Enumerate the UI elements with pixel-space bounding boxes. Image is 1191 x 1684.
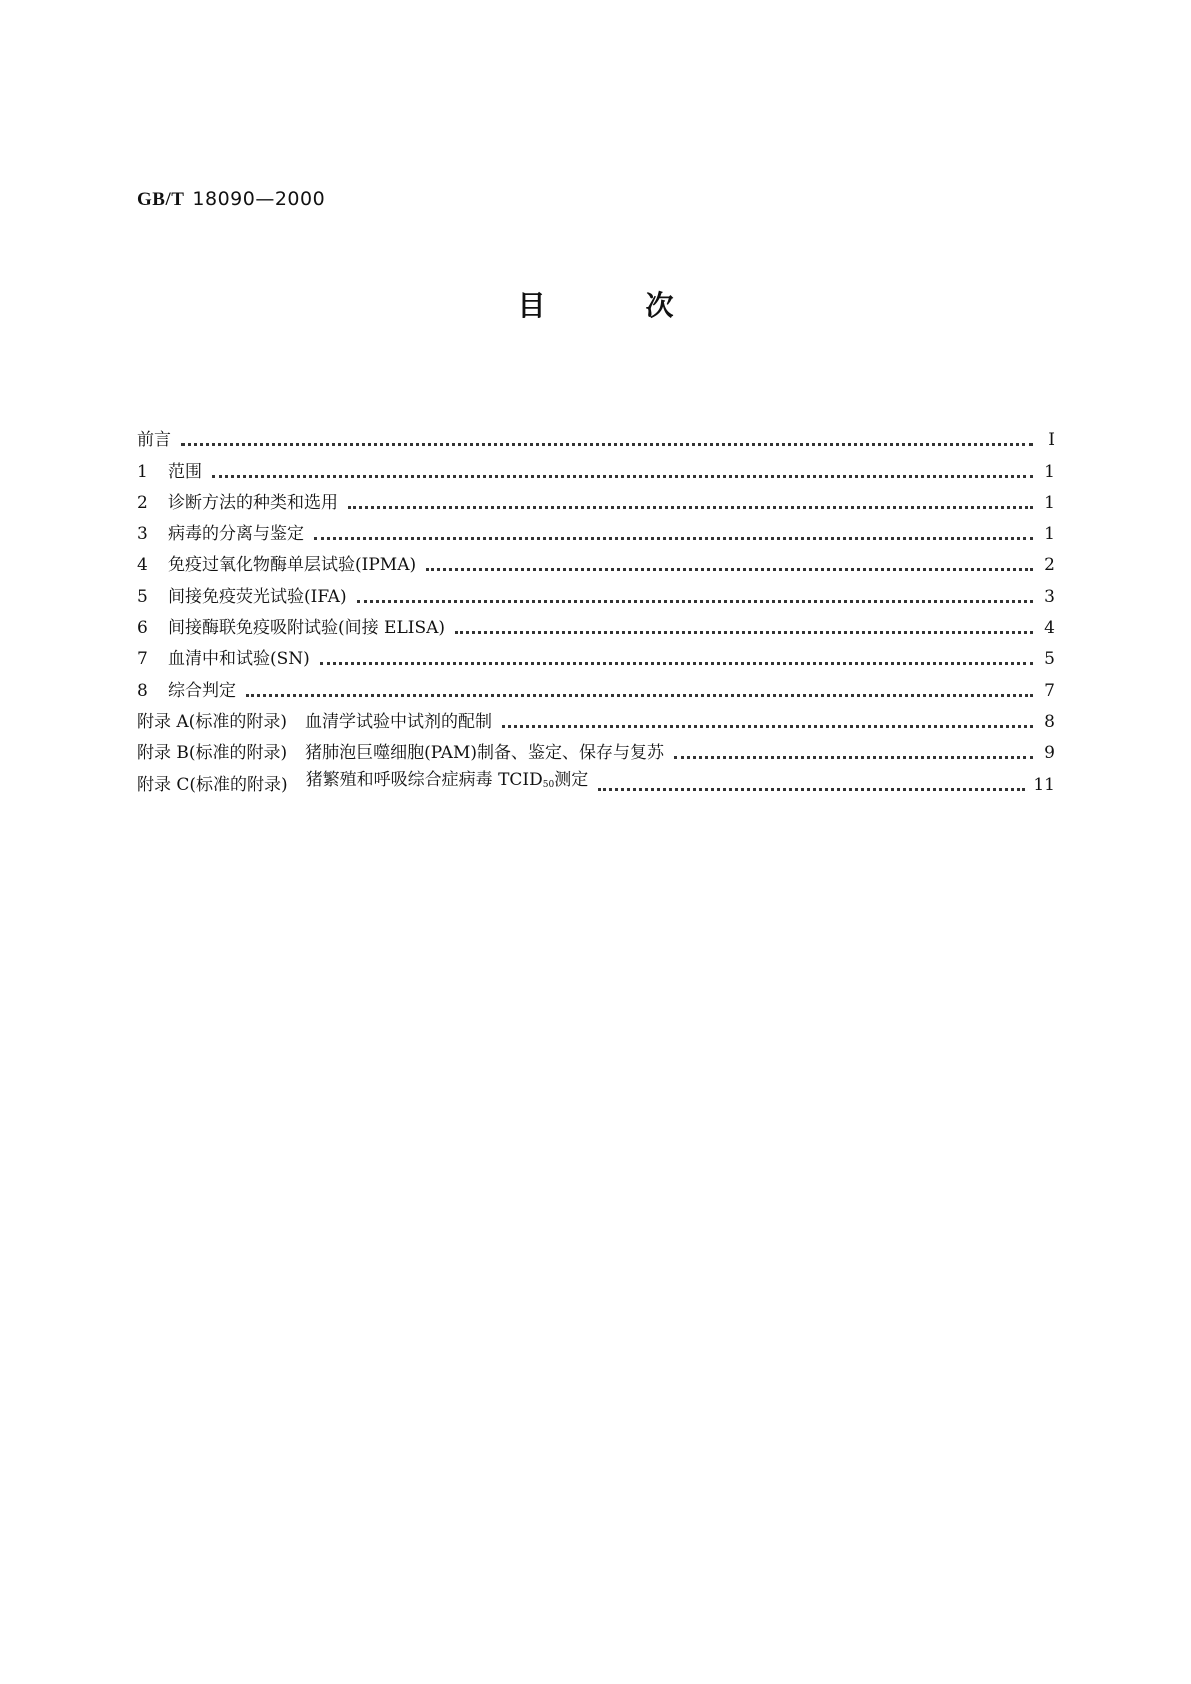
- toc-entry-label: [306, 769, 589, 796]
- standard-code: GB/T: [137, 189, 185, 210]
- dot-leader: [320, 662, 1033, 665]
- toc-entry-page: 8: [1044, 711, 1055, 732]
- toc-entry-page: 5: [1044, 649, 1055, 670]
- toc-entry-page: 1: [1044, 524, 1055, 545]
- toc-entry-page: 1: [1044, 461, 1055, 482]
- toc-entry-2[interactable]: [137, 483, 1055, 514]
- toc-entry-label: 血清学试验中试剂的配制: [304, 711, 492, 732]
- dot-leader: [455, 631, 1033, 634]
- dot-leader: [212, 475, 1033, 478]
- toc-entry-page: 1: [1044, 492, 1055, 513]
- standard-year-number: 18090—2000: [192, 188, 326, 210]
- toc-entry-label: 血清中和试验(SN): [168, 649, 310, 670]
- toc-label-subscript: 50: [542, 779, 555, 790]
- dot-leader: [246, 694, 1033, 697]
- toc-entry-number: 4: [137, 555, 148, 576]
- toc-label-text-end: 测定: [554, 769, 589, 790]
- toc-entry-page: 2: [1044, 555, 1055, 576]
- toc-appendix-prefix: 附录 C(标准的附录): [137, 774, 288, 795]
- dot-leader: [314, 537, 1033, 540]
- toc-appendix-prefix: 附录 A(标准的附录): [137, 711, 287, 732]
- toc-title: [0, 284, 1191, 324]
- dot-leader: [348, 506, 1033, 509]
- toc-entry-5[interactable]: [137, 576, 1055, 607]
- toc-entry-label: 病毒的分离与鉴定: [168, 524, 304, 545]
- toc-entry-label: 间接免疫荧光试验(IFA): [168, 586, 347, 607]
- toc-entry-3[interactable]: [137, 514, 1055, 545]
- toc-entry-page: 7: [1044, 680, 1055, 701]
- toc-entry-number: 3: [137, 524, 148, 545]
- toc-entry-label: 间接酶联免疫吸附试验(间接 ELISA): [168, 618, 446, 639]
- toc-label-text: 猪繁殖和呼吸综合症病毒 TCID: [305, 769, 543, 790]
- table-of-contents: [137, 420, 1055, 796]
- toc-entry-label: 范围: [168, 461, 202, 482]
- dot-leader: [674, 756, 1033, 759]
- toc-entry-6[interactable]: [137, 608, 1055, 639]
- dot-leader: [598, 788, 1025, 791]
- toc-entry-label: 免疫过氧化物酶单层试验(IPMA): [168, 555, 417, 576]
- toc-entry-1[interactable]: [137, 451, 1055, 482]
- toc-entry-7[interactable]: [137, 639, 1055, 670]
- toc-entry-page: 11: [1033, 774, 1055, 795]
- toc-entry-8[interactable]: [137, 670, 1055, 701]
- toc-entry-4[interactable]: [137, 545, 1055, 576]
- toc-entry-page: 9: [1044, 743, 1055, 764]
- toc-entry-label: 诊断方法的种类和选用: [168, 492, 338, 513]
- toc-entry-label: 综合判定: [168, 680, 236, 701]
- dot-leader: [181, 443, 1033, 446]
- toc-appendix-prefix: 附录 B(标准的附录): [137, 743, 288, 764]
- standard-number: [137, 188, 325, 211]
- toc-entry-page: 3: [1044, 586, 1055, 607]
- toc-entry-foreword[interactable]: [137, 420, 1055, 451]
- toc-entry-number: 6: [137, 618, 148, 639]
- dot-leader: [426, 568, 1033, 571]
- toc-entry-number: 2: [137, 492, 148, 513]
- toc-entry-appendix-a[interactable]: [137, 702, 1055, 733]
- toc-entry-appendix-c[interactable]: [137, 764, 1055, 795]
- toc-entry-label: 猪肺泡巨噬细胞(PAM)制备、鉴定、保存与复苏: [305, 743, 664, 764]
- toc-title-char-2: 次: [645, 289, 674, 322]
- toc-title-char-1: 目: [517, 289, 546, 322]
- toc-entry-appendix-b[interactable]: [137, 733, 1055, 764]
- toc-entry-number: 1: [137, 461, 148, 482]
- dot-leader: [502, 725, 1033, 728]
- dot-leader: [357, 600, 1033, 603]
- toc-entry-label: 前言: [137, 430, 171, 451]
- toc-entry-number: 8: [137, 680, 148, 701]
- toc-entry-number: 5: [137, 586, 148, 607]
- toc-entry-page: Ⅰ: [1048, 430, 1055, 451]
- toc-entry-page: 4: [1044, 618, 1055, 639]
- toc-entry-number: 7: [137, 649, 148, 670]
